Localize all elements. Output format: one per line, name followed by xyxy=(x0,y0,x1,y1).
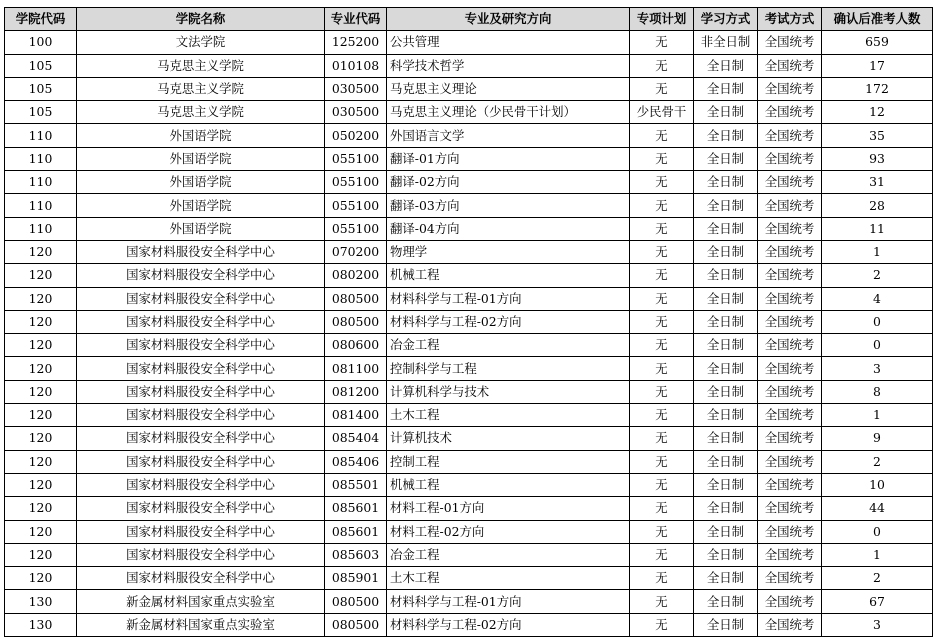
special-plan-cell: 无 xyxy=(630,310,694,333)
special-plan-cell: 无 xyxy=(630,171,694,194)
confirmed-count-cell: 35 xyxy=(822,124,933,147)
major-direction-cell: 机械工程 xyxy=(387,264,630,287)
college-name-cell: 国家材料服役安全科学中心 xyxy=(77,497,325,520)
table-row xyxy=(5,427,933,450)
major-code-cell: 030500 xyxy=(325,101,387,124)
college-name-cell: 国家材料服役安全科学中心 xyxy=(77,357,325,380)
special-plan-cell: 无 xyxy=(630,54,694,77)
table-body xyxy=(5,31,933,637)
header-special-plan: 专项计划 xyxy=(630,8,694,31)
special-plan-cell: 无 xyxy=(630,590,694,613)
exam-candidates-table xyxy=(4,7,933,637)
exam-mode-cell: 全国统考 xyxy=(758,497,822,520)
table-row xyxy=(5,497,933,520)
special-plan-cell: 无 xyxy=(630,357,694,380)
college-code-cell: 100 xyxy=(5,31,77,54)
major-code-cell: 081400 xyxy=(325,404,387,427)
college-name-cell: 国家材料服役安全科学中心 xyxy=(77,450,325,473)
major-direction-cell: 材料科学与工程-01方向 xyxy=(387,287,630,310)
exam-mode-cell: 全国统考 xyxy=(758,287,822,310)
exam-mode-cell: 全国统考 xyxy=(758,147,822,170)
college-code-cell: 105 xyxy=(5,101,77,124)
confirmed-count-cell: 659 xyxy=(822,31,933,54)
table-row xyxy=(5,287,933,310)
special-plan-cell: 无 xyxy=(630,450,694,473)
major-direction-cell: 冶金工程 xyxy=(387,543,630,566)
study-mode-cell: 全日制 xyxy=(694,334,758,357)
college-code-cell: 130 xyxy=(5,613,77,636)
table-row xyxy=(5,240,933,263)
major-direction-cell: 科学技术哲学 xyxy=(387,54,630,77)
confirmed-count-cell: 2 xyxy=(822,264,933,287)
major-code-cell: 055100 xyxy=(325,217,387,240)
major-code-cell: 080500 xyxy=(325,287,387,310)
exam-mode-cell: 全国统考 xyxy=(758,404,822,427)
college-name-cell: 马克思主义学院 xyxy=(77,101,325,124)
study-mode-cell: 全日制 xyxy=(694,310,758,333)
college-code-cell: 120 xyxy=(5,473,77,496)
study-mode-cell: 全日制 xyxy=(694,473,758,496)
major-code-cell: 081200 xyxy=(325,380,387,403)
major-direction-cell: 材料科学与工程-02方向 xyxy=(387,310,630,333)
college-code-cell: 120 xyxy=(5,264,77,287)
special-plan-cell: 无 xyxy=(630,240,694,263)
exam-mode-cell: 全国统考 xyxy=(758,171,822,194)
major-code-cell: 050200 xyxy=(325,124,387,147)
special-plan-cell: 无 xyxy=(630,380,694,403)
major-direction-cell: 材料工程-02方向 xyxy=(387,520,630,543)
confirmed-count-cell: 1 xyxy=(822,404,933,427)
college-name-cell: 国家材料服役安全科学中心 xyxy=(77,404,325,427)
exam-mode-cell: 全国统考 xyxy=(758,101,822,124)
major-code-cell: 125200 xyxy=(325,31,387,54)
special-plan-cell: 无 xyxy=(630,520,694,543)
college-name-cell: 新金属材料国家重点实验室 xyxy=(77,613,325,636)
major-code-cell: 085601 xyxy=(325,520,387,543)
confirmed-count-cell: 172 xyxy=(822,77,933,100)
confirmed-count-cell: 3 xyxy=(822,357,933,380)
header-college-name: 学院名称 xyxy=(77,8,325,31)
college-name-cell: 国家材料服役安全科学中心 xyxy=(77,567,325,590)
special-plan-cell: 无 xyxy=(630,473,694,496)
study-mode-cell: 全日制 xyxy=(694,380,758,403)
study-mode-cell: 全日制 xyxy=(694,124,758,147)
major-code-cell: 080200 xyxy=(325,264,387,287)
major-code-cell: 070200 xyxy=(325,240,387,263)
confirmed-count-cell: 31 xyxy=(822,171,933,194)
college-code-cell: 120 xyxy=(5,287,77,310)
confirmed-count-cell: 4 xyxy=(822,287,933,310)
table-row xyxy=(5,613,933,636)
major-direction-cell: 土木工程 xyxy=(387,567,630,590)
college-code-cell: 120 xyxy=(5,357,77,380)
study-mode-cell: 全日制 xyxy=(694,101,758,124)
header-study-mode: 学习方式 xyxy=(694,8,758,31)
study-mode-cell: 全日制 xyxy=(694,543,758,566)
exam-mode-cell: 全国统考 xyxy=(758,473,822,496)
header-major-direction: 专业及研究方向 xyxy=(387,8,630,31)
college-name-cell: 国家材料服役安全科学中心 xyxy=(77,240,325,263)
study-mode-cell: 全日制 xyxy=(694,171,758,194)
special-plan-cell: 无 xyxy=(630,567,694,590)
exam-mode-cell: 全国统考 xyxy=(758,240,822,263)
college-code-cell: 120 xyxy=(5,310,77,333)
confirmed-count-cell: 28 xyxy=(822,194,933,217)
exam-mode-cell: 全国统考 xyxy=(758,520,822,543)
college-code-cell: 105 xyxy=(5,77,77,100)
confirmed-count-cell: 0 xyxy=(822,310,933,333)
table-row xyxy=(5,590,933,613)
study-mode-cell: 非全日制 xyxy=(694,31,758,54)
confirmed-count-cell: 1 xyxy=(822,240,933,263)
college-name-cell: 国家材料服役安全科学中心 xyxy=(77,520,325,543)
table-row xyxy=(5,54,933,77)
major-direction-cell: 物理学 xyxy=(387,240,630,263)
major-direction-cell: 翻译-03方向 xyxy=(387,194,630,217)
major-code-cell: 080500 xyxy=(325,590,387,613)
header-confirmed-count: 确认后准考人数 xyxy=(822,8,933,31)
study-mode-cell: 全日制 xyxy=(694,567,758,590)
major-direction-cell: 计算机技术 xyxy=(387,427,630,450)
header-exam-mode: 考试方式 xyxy=(758,8,822,31)
college-name-cell: 国家材料服役安全科学中心 xyxy=(77,543,325,566)
exam-mode-cell: 全国统考 xyxy=(758,543,822,566)
college-name-cell: 马克思主义学院 xyxy=(77,77,325,100)
exam-mode-cell: 全国统考 xyxy=(758,194,822,217)
confirmed-count-cell: 0 xyxy=(822,520,933,543)
exam-mode-cell: 全国统考 xyxy=(758,217,822,240)
special-plan-cell: 无 xyxy=(630,404,694,427)
college-name-cell: 外国语学院 xyxy=(77,194,325,217)
exam-mode-cell: 全国统考 xyxy=(758,77,822,100)
special-plan-cell: 无 xyxy=(630,147,694,170)
college-code-cell: 110 xyxy=(5,217,77,240)
special-plan-cell: 无 xyxy=(630,124,694,147)
table-row xyxy=(5,334,933,357)
college-code-cell: 120 xyxy=(5,404,77,427)
exam-mode-cell: 全国统考 xyxy=(758,613,822,636)
major-direction-cell: 材料科学与工程-01方向 xyxy=(387,590,630,613)
major-direction-cell: 计算机科学与技术 xyxy=(387,380,630,403)
major-direction-cell: 冶金工程 xyxy=(387,334,630,357)
study-mode-cell: 全日制 xyxy=(694,520,758,543)
confirmed-count-cell: 44 xyxy=(822,497,933,520)
confirmed-count-cell: 93 xyxy=(822,147,933,170)
exam-mode-cell: 全国统考 xyxy=(758,54,822,77)
exam-mode-cell: 全国统考 xyxy=(758,31,822,54)
major-code-cell: 055100 xyxy=(325,147,387,170)
study-mode-cell: 全日制 xyxy=(694,590,758,613)
study-mode-cell: 全日制 xyxy=(694,194,758,217)
special-plan-cell: 无 xyxy=(630,194,694,217)
confirmed-count-cell: 0 xyxy=(822,334,933,357)
special-plan-cell: 无 xyxy=(630,287,694,310)
study-mode-cell: 全日制 xyxy=(694,404,758,427)
major-code-cell: 081100 xyxy=(325,357,387,380)
college-code-cell: 120 xyxy=(5,334,77,357)
study-mode-cell: 全日制 xyxy=(694,54,758,77)
college-name-cell: 国家材料服役安全科学中心 xyxy=(77,380,325,403)
study-mode-cell: 全日制 xyxy=(694,427,758,450)
table-row xyxy=(5,194,933,217)
exam-mode-cell: 全国统考 xyxy=(758,124,822,147)
exam-mode-cell: 全国统考 xyxy=(758,567,822,590)
major-direction-cell: 翻译-01方向 xyxy=(387,147,630,170)
major-code-cell: 085603 xyxy=(325,543,387,566)
major-code-cell: 080600 xyxy=(325,334,387,357)
confirmed-count-cell: 12 xyxy=(822,101,933,124)
major-code-cell: 085406 xyxy=(325,450,387,473)
special-plan-cell: 无 xyxy=(630,497,694,520)
special-plan-cell: 无 xyxy=(630,543,694,566)
major-code-cell: 080500 xyxy=(325,310,387,333)
table-row xyxy=(5,147,933,170)
confirmed-count-cell: 3 xyxy=(822,613,933,636)
study-mode-cell: 全日制 xyxy=(694,217,758,240)
major-direction-cell: 公共管理 xyxy=(387,31,630,54)
college-code-cell: 120 xyxy=(5,567,77,590)
study-mode-cell: 全日制 xyxy=(694,357,758,380)
table-row xyxy=(5,310,933,333)
college-code-cell: 110 xyxy=(5,194,77,217)
confirmed-count-cell: 1 xyxy=(822,543,933,566)
college-code-cell: 120 xyxy=(5,543,77,566)
exam-mode-cell: 全国统考 xyxy=(758,357,822,380)
table-row xyxy=(5,380,933,403)
major-direction-cell: 控制工程 xyxy=(387,450,630,473)
special-plan-cell: 无 xyxy=(630,334,694,357)
major-direction-cell: 控制科学与工程 xyxy=(387,357,630,380)
confirmed-count-cell: 9 xyxy=(822,427,933,450)
table-row xyxy=(5,101,933,124)
major-direction-cell: 土木工程 xyxy=(387,404,630,427)
college-name-cell: 国家材料服役安全科学中心 xyxy=(77,287,325,310)
major-code-cell: 085501 xyxy=(325,473,387,496)
study-mode-cell: 全日制 xyxy=(694,450,758,473)
table-row xyxy=(5,520,933,543)
confirmed-count-cell: 67 xyxy=(822,590,933,613)
major-direction-cell: 材料科学与工程-02方向 xyxy=(387,613,630,636)
table-row xyxy=(5,124,933,147)
table-row xyxy=(5,217,933,240)
study-mode-cell: 全日制 xyxy=(694,240,758,263)
college-name-cell: 外国语学院 xyxy=(77,147,325,170)
college-name-cell: 国家材料服役安全科学中心 xyxy=(77,473,325,496)
table-row xyxy=(5,404,933,427)
college-code-cell: 110 xyxy=(5,147,77,170)
major-code-cell: 085404 xyxy=(325,427,387,450)
exam-mode-cell: 全国统考 xyxy=(758,590,822,613)
major-code-cell: 085901 xyxy=(325,567,387,590)
study-mode-cell: 全日制 xyxy=(694,287,758,310)
confirmed-count-cell: 2 xyxy=(822,450,933,473)
confirmed-count-cell: 2 xyxy=(822,567,933,590)
exam-mode-cell: 全国统考 xyxy=(758,334,822,357)
exam-mode-cell: 全国统考 xyxy=(758,450,822,473)
special-plan-cell: 无 xyxy=(630,427,694,450)
table-row xyxy=(5,543,933,566)
special-plan-cell: 少民骨干 xyxy=(630,101,694,124)
table-row xyxy=(5,77,933,100)
college-code-cell: 130 xyxy=(5,590,77,613)
major-code-cell: 085601 xyxy=(325,497,387,520)
table-row xyxy=(5,450,933,473)
college-name-cell: 文法学院 xyxy=(77,31,325,54)
exam-mode-cell: 全国统考 xyxy=(758,264,822,287)
major-code-cell: 030500 xyxy=(325,77,387,100)
confirmed-count-cell: 11 xyxy=(822,217,933,240)
major-code-cell: 055100 xyxy=(325,194,387,217)
study-mode-cell: 全日制 xyxy=(694,613,758,636)
college-code-cell: 120 xyxy=(5,497,77,520)
special-plan-cell: 无 xyxy=(630,613,694,636)
major-code-cell: 080500 xyxy=(325,613,387,636)
confirmed-count-cell: 8 xyxy=(822,380,933,403)
major-direction-cell: 翻译-02方向 xyxy=(387,171,630,194)
table-header-row xyxy=(5,8,933,31)
exam-mode-cell: 全国统考 xyxy=(758,427,822,450)
major-direction-cell: 外国语言文学 xyxy=(387,124,630,147)
study-mode-cell: 全日制 xyxy=(694,264,758,287)
college-code-cell: 120 xyxy=(5,240,77,263)
college-code-cell: 105 xyxy=(5,54,77,77)
table-row xyxy=(5,171,933,194)
study-mode-cell: 全日制 xyxy=(694,497,758,520)
college-name-cell: 国家材料服役安全科学中心 xyxy=(77,427,325,450)
major-code-cell: 055100 xyxy=(325,171,387,194)
college-name-cell: 新金属材料国家重点实验室 xyxy=(77,590,325,613)
study-mode-cell: 全日制 xyxy=(694,147,758,170)
college-name-cell: 外国语学院 xyxy=(77,124,325,147)
study-mode-cell: 全日制 xyxy=(694,77,758,100)
major-code-cell: 010108 xyxy=(325,54,387,77)
special-plan-cell: 无 xyxy=(630,77,694,100)
header-major-code: 专业代码 xyxy=(325,8,387,31)
special-plan-cell: 无 xyxy=(630,217,694,240)
college-code-cell: 110 xyxy=(5,124,77,147)
college-code-cell: 120 xyxy=(5,450,77,473)
college-code-cell: 120 xyxy=(5,427,77,450)
major-direction-cell: 机械工程 xyxy=(387,473,630,496)
college-code-cell: 120 xyxy=(5,380,77,403)
confirmed-count-cell: 10 xyxy=(822,473,933,496)
major-direction-cell: 翻译-04方向 xyxy=(387,217,630,240)
confirmed-count-cell: 17 xyxy=(822,54,933,77)
college-code-cell: 120 xyxy=(5,520,77,543)
major-direction-cell: 马克思主义理论（少民骨干计划） xyxy=(387,101,630,124)
table-row xyxy=(5,264,933,287)
college-name-cell: 外国语学院 xyxy=(77,171,325,194)
major-direction-cell: 马克思主义理论 xyxy=(387,77,630,100)
major-direction-cell: 材料工程-01方向 xyxy=(387,497,630,520)
spreadsheet xyxy=(4,7,932,637)
table-row xyxy=(5,31,933,54)
header-college-code: 学院代码 xyxy=(5,8,77,31)
special-plan-cell: 无 xyxy=(630,31,694,54)
college-name-cell: 国家材料服役安全科学中心 xyxy=(77,264,325,287)
college-name-cell: 国家材料服役安全科学中心 xyxy=(77,334,325,357)
college-name-cell: 马克思主义学院 xyxy=(77,54,325,77)
college-name-cell: 外国语学院 xyxy=(77,217,325,240)
table-row xyxy=(5,567,933,590)
special-plan-cell: 无 xyxy=(630,264,694,287)
exam-mode-cell: 全国统考 xyxy=(758,380,822,403)
table-row xyxy=(5,357,933,380)
table-row xyxy=(5,473,933,496)
college-code-cell: 110 xyxy=(5,171,77,194)
exam-mode-cell: 全国统考 xyxy=(758,310,822,333)
college-name-cell: 国家材料服役安全科学中心 xyxy=(77,310,325,333)
